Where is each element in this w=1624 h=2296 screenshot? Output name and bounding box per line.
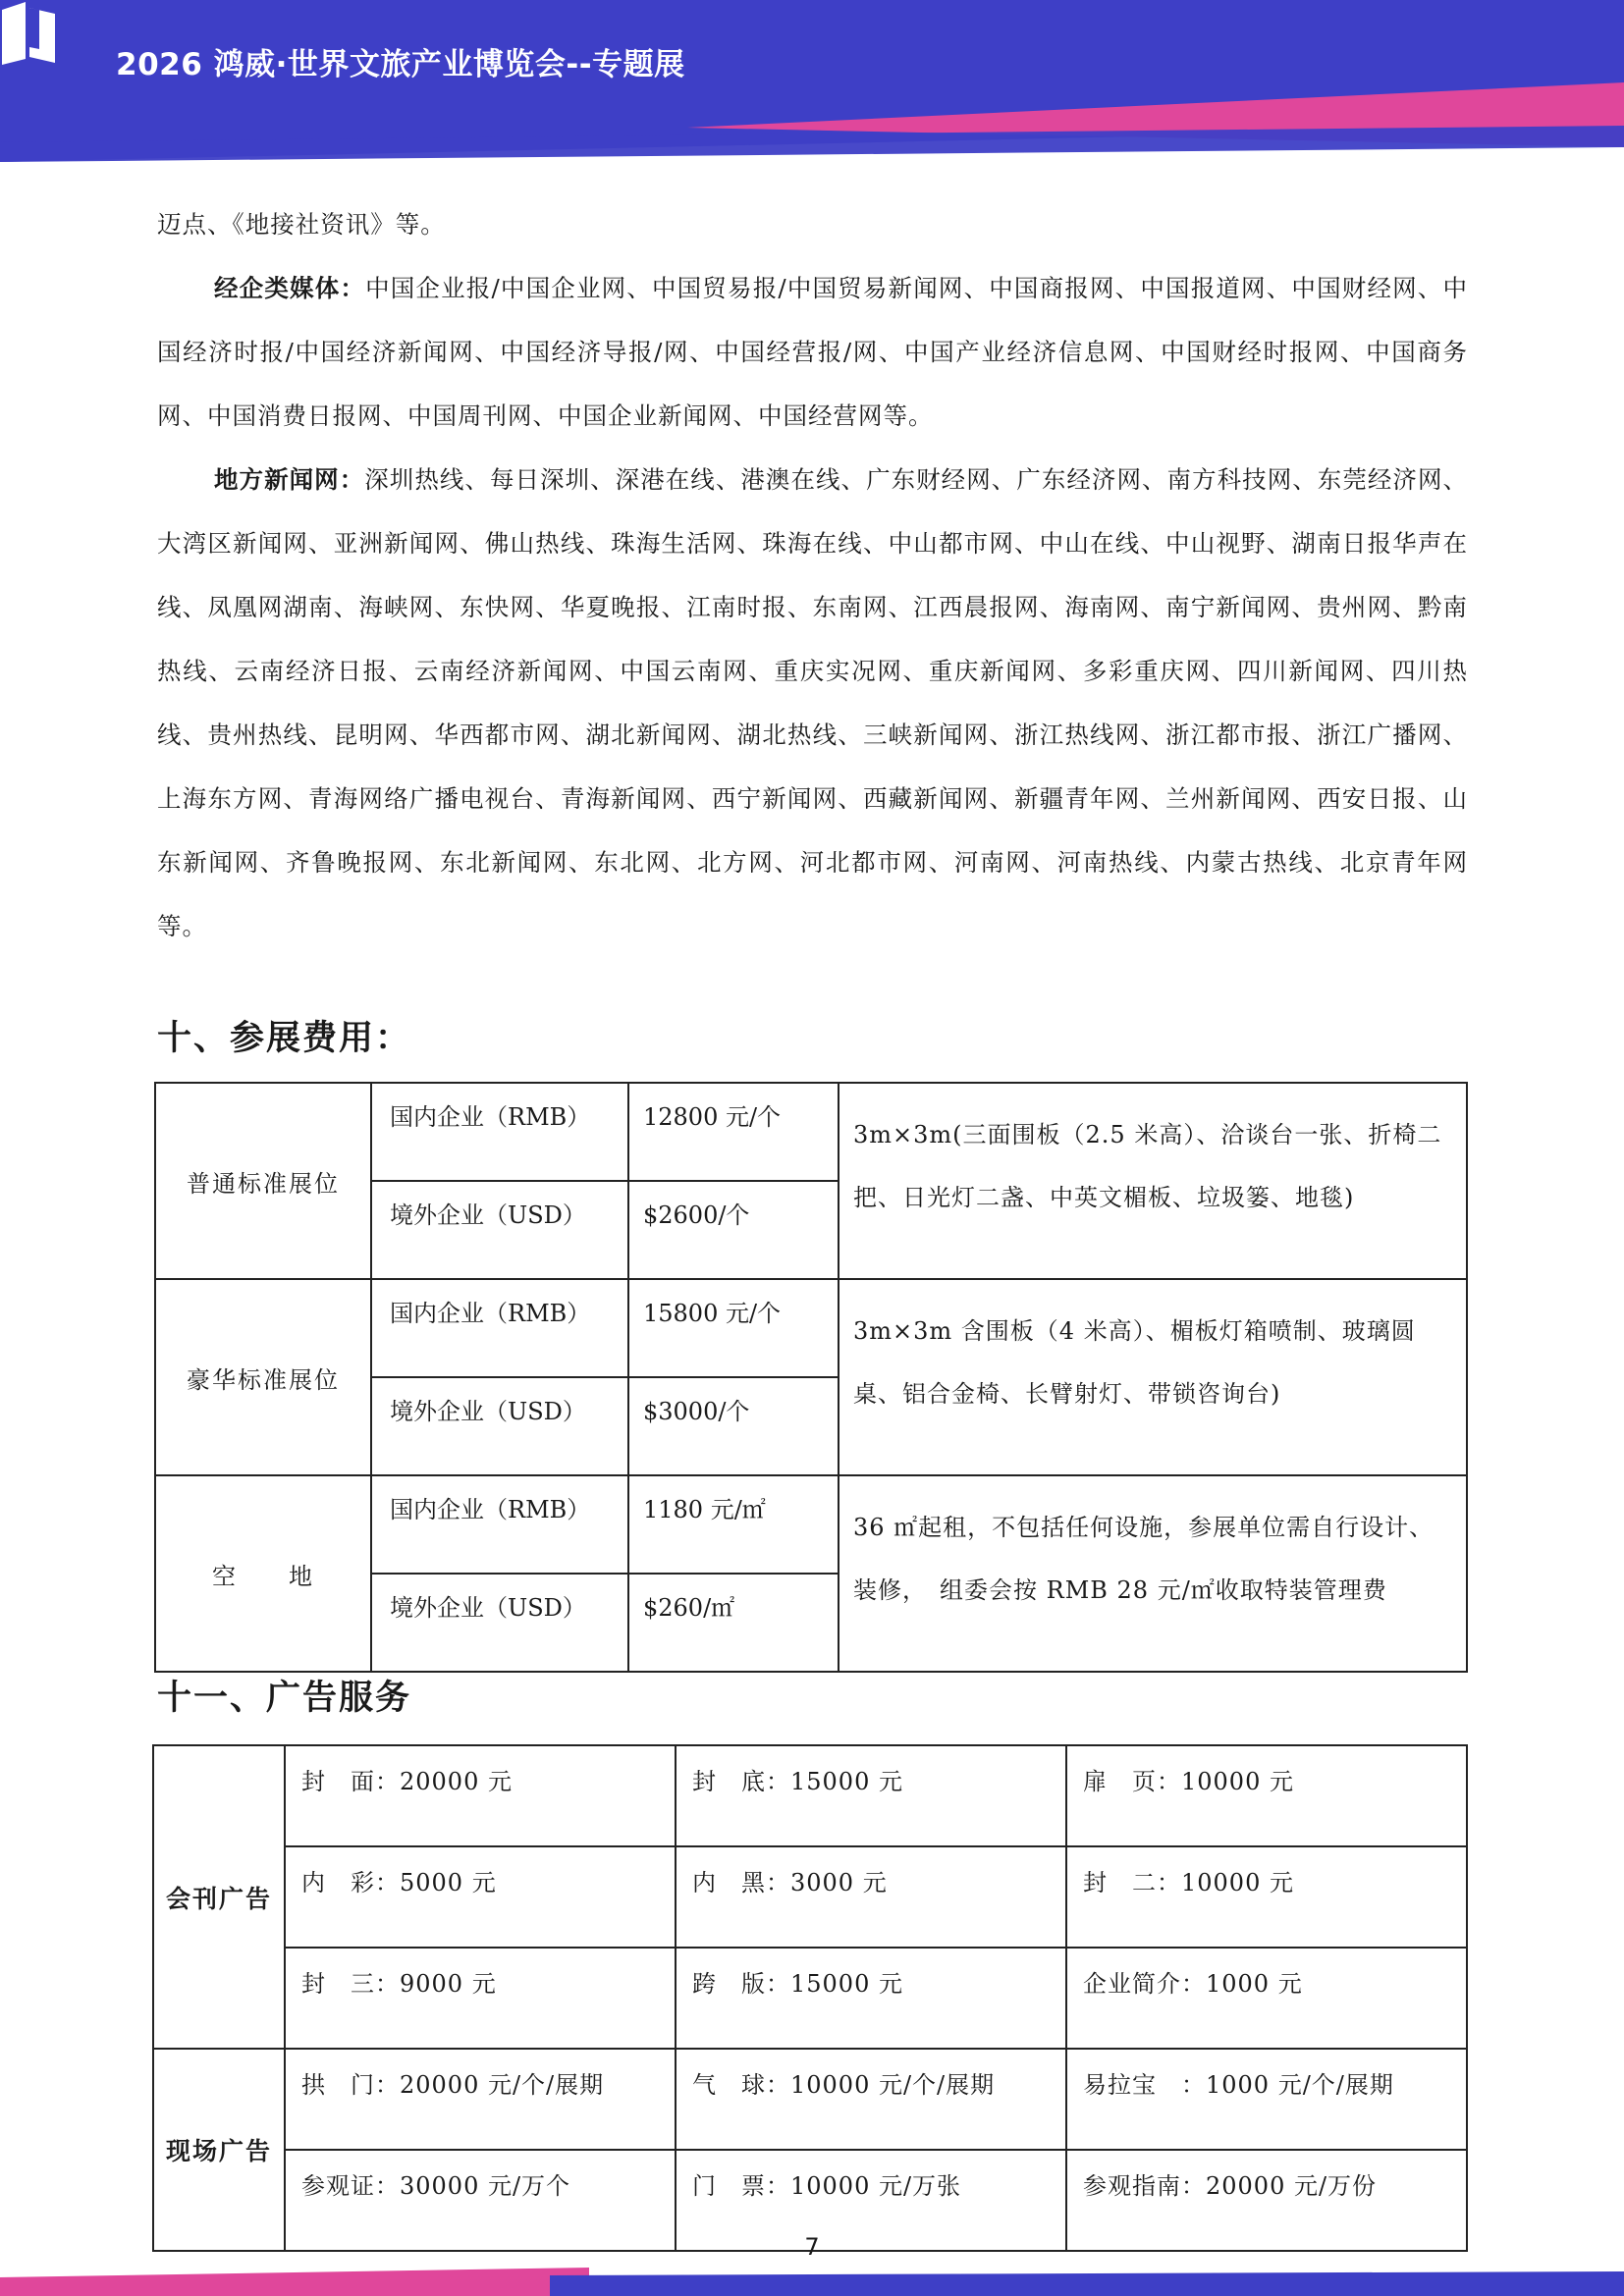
- paragraph-business-media: [157, 256, 1468, 448]
- booth-type: 空 地: [155, 1475, 371, 1672]
- ad-item: 拱 门：20000 元/个/展期: [285, 2049, 676, 2150]
- ad-item: 企业简介：1000 元: [1066, 1948, 1467, 2049]
- fee-table: [154, 1082, 1468, 1673]
- table-row: [155, 1083, 1467, 1181]
- price: 15800 元/个: [628, 1279, 839, 1377]
- ad-table: [152, 1744, 1468, 2252]
- table-row: [153, 1846, 1467, 1948]
- ad-item: 封 底：15000 元: [676, 1745, 1066, 1846]
- table-row: [153, 1948, 1467, 2049]
- booth-description: 3m×3m(三面围板（2.5 米高）、洽谈台一张、折椅二把、日光灯二盏、中英文楣板、垃圾篓、地毯): [839, 1083, 1467, 1279]
- booth-description: 3m×3m 含围板（4 米高）、楣板灯箱喷制、玻璃圆桌、铝合金椅、长臂射灯、带锁咨询台): [839, 1279, 1467, 1475]
- table-row: [155, 1475, 1467, 1574]
- currency-label: 国内企业（RMB）: [371, 1475, 628, 1574]
- price: $2600/个: [628, 1181, 839, 1279]
- booth-type: 普通标准展位: [155, 1083, 371, 1279]
- book-logo-icon: [0, 0, 57, 67]
- ad-item: 易拉宝 ：1000 元/个/展期: [1066, 2049, 1467, 2150]
- paragraph-text: 迈点、《地接社资讯》等。: [157, 210, 446, 239]
- page-number: 7: [804, 2233, 820, 2261]
- paragraph-continuation: [157, 192, 1468, 256]
- paragraph-text: 中国企业报/中国企业网、中国贸易报/中国贸易新闻网、中国商报网、中国报道网、中国财经网、中国经济时报/中国经济新闻网、中国经济导报/网、中国经营报/网、中国产业经济信息网、中国财经时报网、中国商务网、中国消费日报网、中国周刊网、中国企业新闻网、中国经营网等。: [157, 274, 1468, 430]
- paragraph-lead: 经企类媒体：: [214, 274, 366, 302]
- currency-label: 境外企业（USD）: [371, 1181, 628, 1279]
- ad-category: 现场广告: [153, 2049, 285, 2251]
- ad-item: 封 三：9000 元: [285, 1948, 676, 2049]
- table-row: [155, 1279, 1467, 1377]
- paragraph-lead: 地方新闻网：: [214, 465, 365, 494]
- table-row: [153, 2049, 1467, 2150]
- currency-label: 国内企业（RMB）: [371, 1279, 628, 1377]
- table-row: [153, 1745, 1467, 1846]
- ad-item: 内 黑：3000 元: [676, 1846, 1066, 1948]
- currency-label: 国内企业（RMB）: [371, 1083, 628, 1181]
- ad-item: 气 球：10000 元/个/展期: [676, 2049, 1066, 2150]
- price: $260/㎡: [628, 1574, 839, 1672]
- footer-bar: [0, 2268, 1624, 2296]
- booth-description: 36 ㎡起租，不包括任何设施，参展单位需自行设计、装修， 组委会按 RMB 28 元/㎡收取特装管理费: [839, 1475, 1467, 1672]
- paragraph-text: 深圳热线、每日深圳、深港在线、港澳在线、广东财经网、广东经济网、南方科技网、东莞经济网、大湾区新闻网、亚洲新闻网、佛山热线、珠海生活网、珠海在线、中山都市网、中山在线、中山视野、湖南日报华声在线、凤凰网湖南、海峡网、东快网、华夏晚报、江南时报、东南网、江西晨报网、海南网、南宁新闻网、贵州网、黔南热线、云南经济日报、云南经济新闻网、中国云南网、重庆实况网、重庆新闻网、多彩重庆网、四川新闻网、四川热线、贵州热线、昆明网、华西都市网、湖北新闻网、湖北热线、三峡新闻网、浙江热线网、浙江都市报、浙江广播网、上海东方网、青海网络广播电视台、青海新闻网、西宁新闻网、西藏新闻网、新疆青年网、兰州新闻网、西安日报、山东新闻网、齐鲁晚报网、东北新闻网、东北网、北方网、河北都市网、河南网、河南热线、内蒙古热线、北京青年网等。: [157, 465, 1469, 940]
- price: $3000/个: [628, 1377, 839, 1475]
- ad-item: 门 票：10000 元/万张: [676, 2150, 1066, 2251]
- ad-item: 扉 页：10000 元: [1066, 1745, 1467, 1846]
- fees-heading: 十、参展费用：: [157, 1019, 412, 1058]
- currency-label: 境外企业（USD）: [371, 1574, 628, 1672]
- paragraph-local-news: [157, 448, 1468, 958]
- price: 12800 元/个: [628, 1083, 839, 1181]
- ad-category: 会刊广告: [153, 1745, 285, 2049]
- ad-item: 参观指南：20000 元/万份: [1066, 2150, 1467, 2251]
- price: 1180 元/㎡: [628, 1475, 839, 1574]
- ad-item: 内 彩：5000 元: [285, 1846, 676, 1948]
- booth-type: 豪华标准展位: [155, 1279, 371, 1475]
- header-banner: [0, 0, 1624, 162]
- ads-heading: 十一、广告服务: [157, 1679, 412, 1718]
- ad-item: 参观证：30000 元/万个: [285, 2150, 676, 2251]
- ad-item: 跨 版：15000 元: [676, 1948, 1066, 2049]
- header-title: 2026 鸿威·世界文旅产业博览会--专题展: [116, 47, 685, 82]
- currency-label: 境外企业（USD）: [371, 1377, 628, 1475]
- media-list: [157, 192, 1468, 958]
- ad-item: 封 面：20000 元: [285, 1745, 676, 1846]
- ad-item: 封 二：10000 元: [1066, 1846, 1467, 1948]
